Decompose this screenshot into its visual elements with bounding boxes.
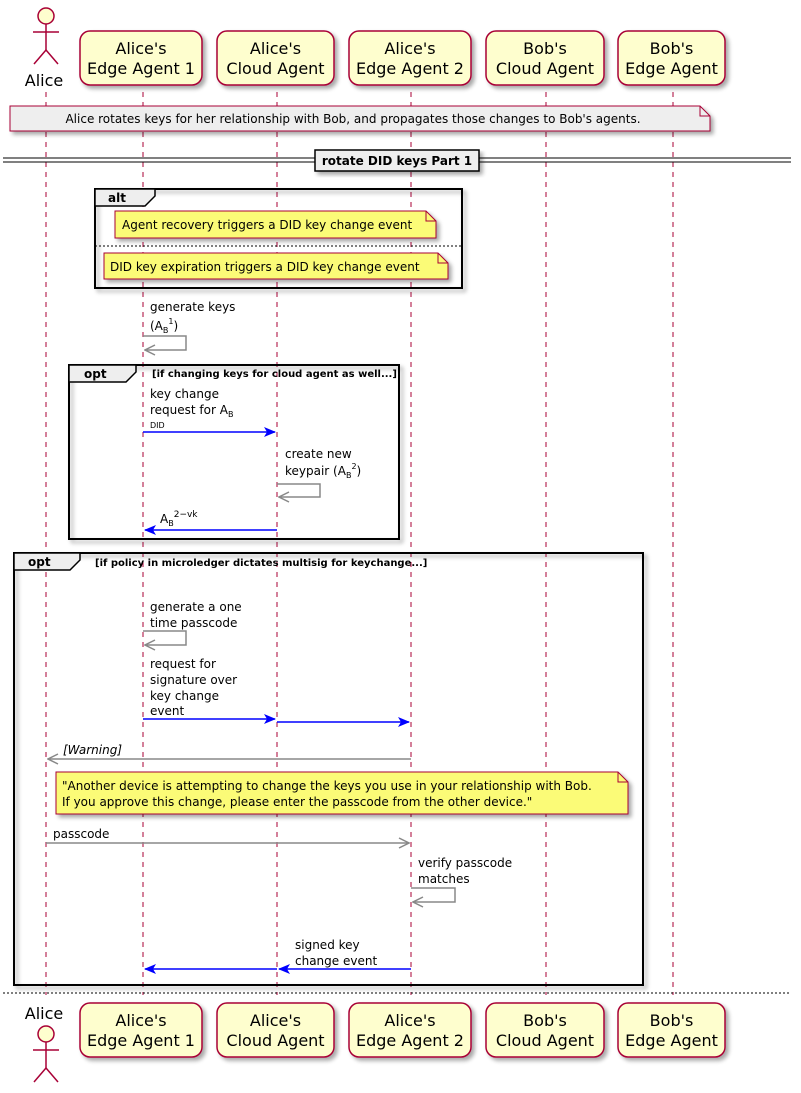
participant-label-line2: Edge Agent 1 (87, 59, 195, 78)
participant-label-line2: Edge Agent (625, 59, 718, 78)
message-label-formula: keypair $(A_B^2)$ (285, 462, 362, 480)
opt-fragment-cloud-keys (69, 365, 399, 539)
alt-fragment (95, 189, 462, 288)
message-generate-passcode (143, 600, 242, 645)
alt-note-2 (104, 253, 448, 279)
participant-label-line1: Alice's (249, 39, 302, 58)
message-label: signature over (150, 673, 238, 687)
participant-label-line1: Alice's (384, 39, 436, 58)
message-label-small: DID (150, 421, 165, 430)
message-label: time passcode (150, 616, 238, 630)
participant-label-line1: Alice's (249, 1011, 302, 1030)
message-label-formula: $A_B^{2-vk}$ (160, 510, 198, 528)
message-request-signature (143, 657, 409, 722)
message-label: generate a one (150, 600, 242, 614)
opt-label: opt (28, 555, 51, 569)
participant-label-line2: Edge Agent 2 (356, 59, 464, 78)
alt-note-1-text: Agent recovery triggers a DID key change event (122, 218, 413, 232)
participant-cloud-agent-top (217, 31, 334, 85)
alt-label: alt (108, 191, 126, 205)
opt-condition: [if policy in microledger dictates multisig for keychange...] (95, 558, 428, 569)
intro-note (10, 106, 710, 131)
alt-note-1 (115, 211, 436, 238)
actor-alice-top (25, 8, 63, 90)
message-passcode (46, 827, 409, 843)
message-create-keypair (277, 447, 361, 497)
message-label: key change (150, 689, 219, 703)
actor-head-icon (38, 8, 54, 24)
participant-label-line1: Bob's (649, 1011, 694, 1030)
participant-label-line2: Edge Agent 1 (87, 1031, 195, 1050)
participant-cloud-agent-bottom (217, 1003, 334, 1057)
message-return-key (145, 510, 277, 530)
message-label: key change (150, 387, 219, 401)
participant-label-line2: Cloud Agent (495, 59, 595, 78)
participant-edge-agent-1-top (80, 31, 202, 85)
actor-leg-right (46, 50, 58, 64)
participant-label-line2: Edge Agent (625, 1031, 718, 1050)
participant-label-line2: Edge Agent 2 (356, 1031, 464, 1050)
message-label: event (150, 704, 185, 718)
self-arrow (277, 484, 320, 497)
participant-label-line2: Cloud Agent (495, 1031, 595, 1050)
participant-edge-agent-2-bottom (349, 1003, 471, 1057)
warning-note-line2: If you approve this change, please enter the passcode from the other device." (62, 795, 533, 809)
message-label: passcode (53, 827, 110, 841)
actor-label: Alice (24, 71, 64, 90)
message-label: verify passcode (418, 856, 513, 870)
warning-note (56, 772, 628, 814)
actor-leg-left (34, 1068, 46, 1082)
actor-leg-right (46, 1068, 58, 1082)
message-label: create new (285, 447, 352, 461)
participants-top (25, 8, 725, 90)
actor-alice-bottom (25, 1004, 63, 1082)
message-label: request for (150, 657, 216, 671)
message-label: matches (418, 872, 470, 886)
participant-bob-edge-agent-bottom (618, 1003, 725, 1057)
message-label-formula: request for $A_B$ (150, 403, 234, 419)
participant-edge-agent-1-bottom (80, 1003, 202, 1057)
actor-head-icon (38, 1026, 54, 1042)
actor-leg-left (34, 50, 46, 64)
divider-label: rotate DID keys Part 1 (321, 154, 473, 168)
participant-bob-cloud-agent-top (486, 31, 604, 85)
participant-edge-agent-2-top (349, 31, 471, 85)
participant-label-line1: Alice's (384, 1011, 436, 1030)
message-label-formula: $(A_B^1)$ (150, 317, 179, 335)
message-generate-keys (143, 300, 235, 350)
self-arrow (143, 336, 186, 350)
participant-bob-cloud-agent-bottom (486, 1003, 604, 1057)
alt-note-2-text: DID key expiration triggers a DID key change event (110, 260, 420, 274)
opt-condition: [if changing keys for cloud agent as well...] (152, 369, 397, 380)
participant-label-line1: Alice's (115, 1011, 167, 1030)
self-arrow (143, 631, 186, 645)
message-verify-passcode (411, 856, 512, 902)
self-arrow (411, 888, 455, 902)
message-signed-key-change (145, 938, 411, 969)
warning-note-line1: "Another device is attempting to change the keys you use in your relationship with Bob. (62, 779, 592, 793)
message-key-change-request (143, 387, 275, 432)
message-label: [Warning] (63, 743, 123, 757)
participant-label-line2: Cloud Agent (226, 59, 325, 78)
intro-note-text: Alice rotates keys for her relationship with Bob, and propagates those changes to Bob's agents. (65, 112, 641, 126)
participant-label-line1: Bob's (523, 39, 567, 58)
participant-label-line1: Bob's (649, 39, 694, 58)
message-label: signed key (295, 938, 360, 952)
participant-bob-edge-agent-top (618, 31, 725, 85)
participant-label-line1: Bob's (523, 1011, 567, 1030)
opt-label: opt (84, 367, 107, 381)
message-label: change event (295, 954, 378, 968)
participants-bottom (25, 1003, 725, 1082)
participant-label-line2: Cloud Agent (226, 1031, 325, 1050)
actor-label: Alice (24, 1004, 64, 1023)
message-label: generate keys (150, 300, 236, 314)
participant-label-line1: Alice's (115, 39, 167, 58)
opt-fragment-multisig (14, 553, 643, 985)
message-warning (48, 743, 411, 759)
